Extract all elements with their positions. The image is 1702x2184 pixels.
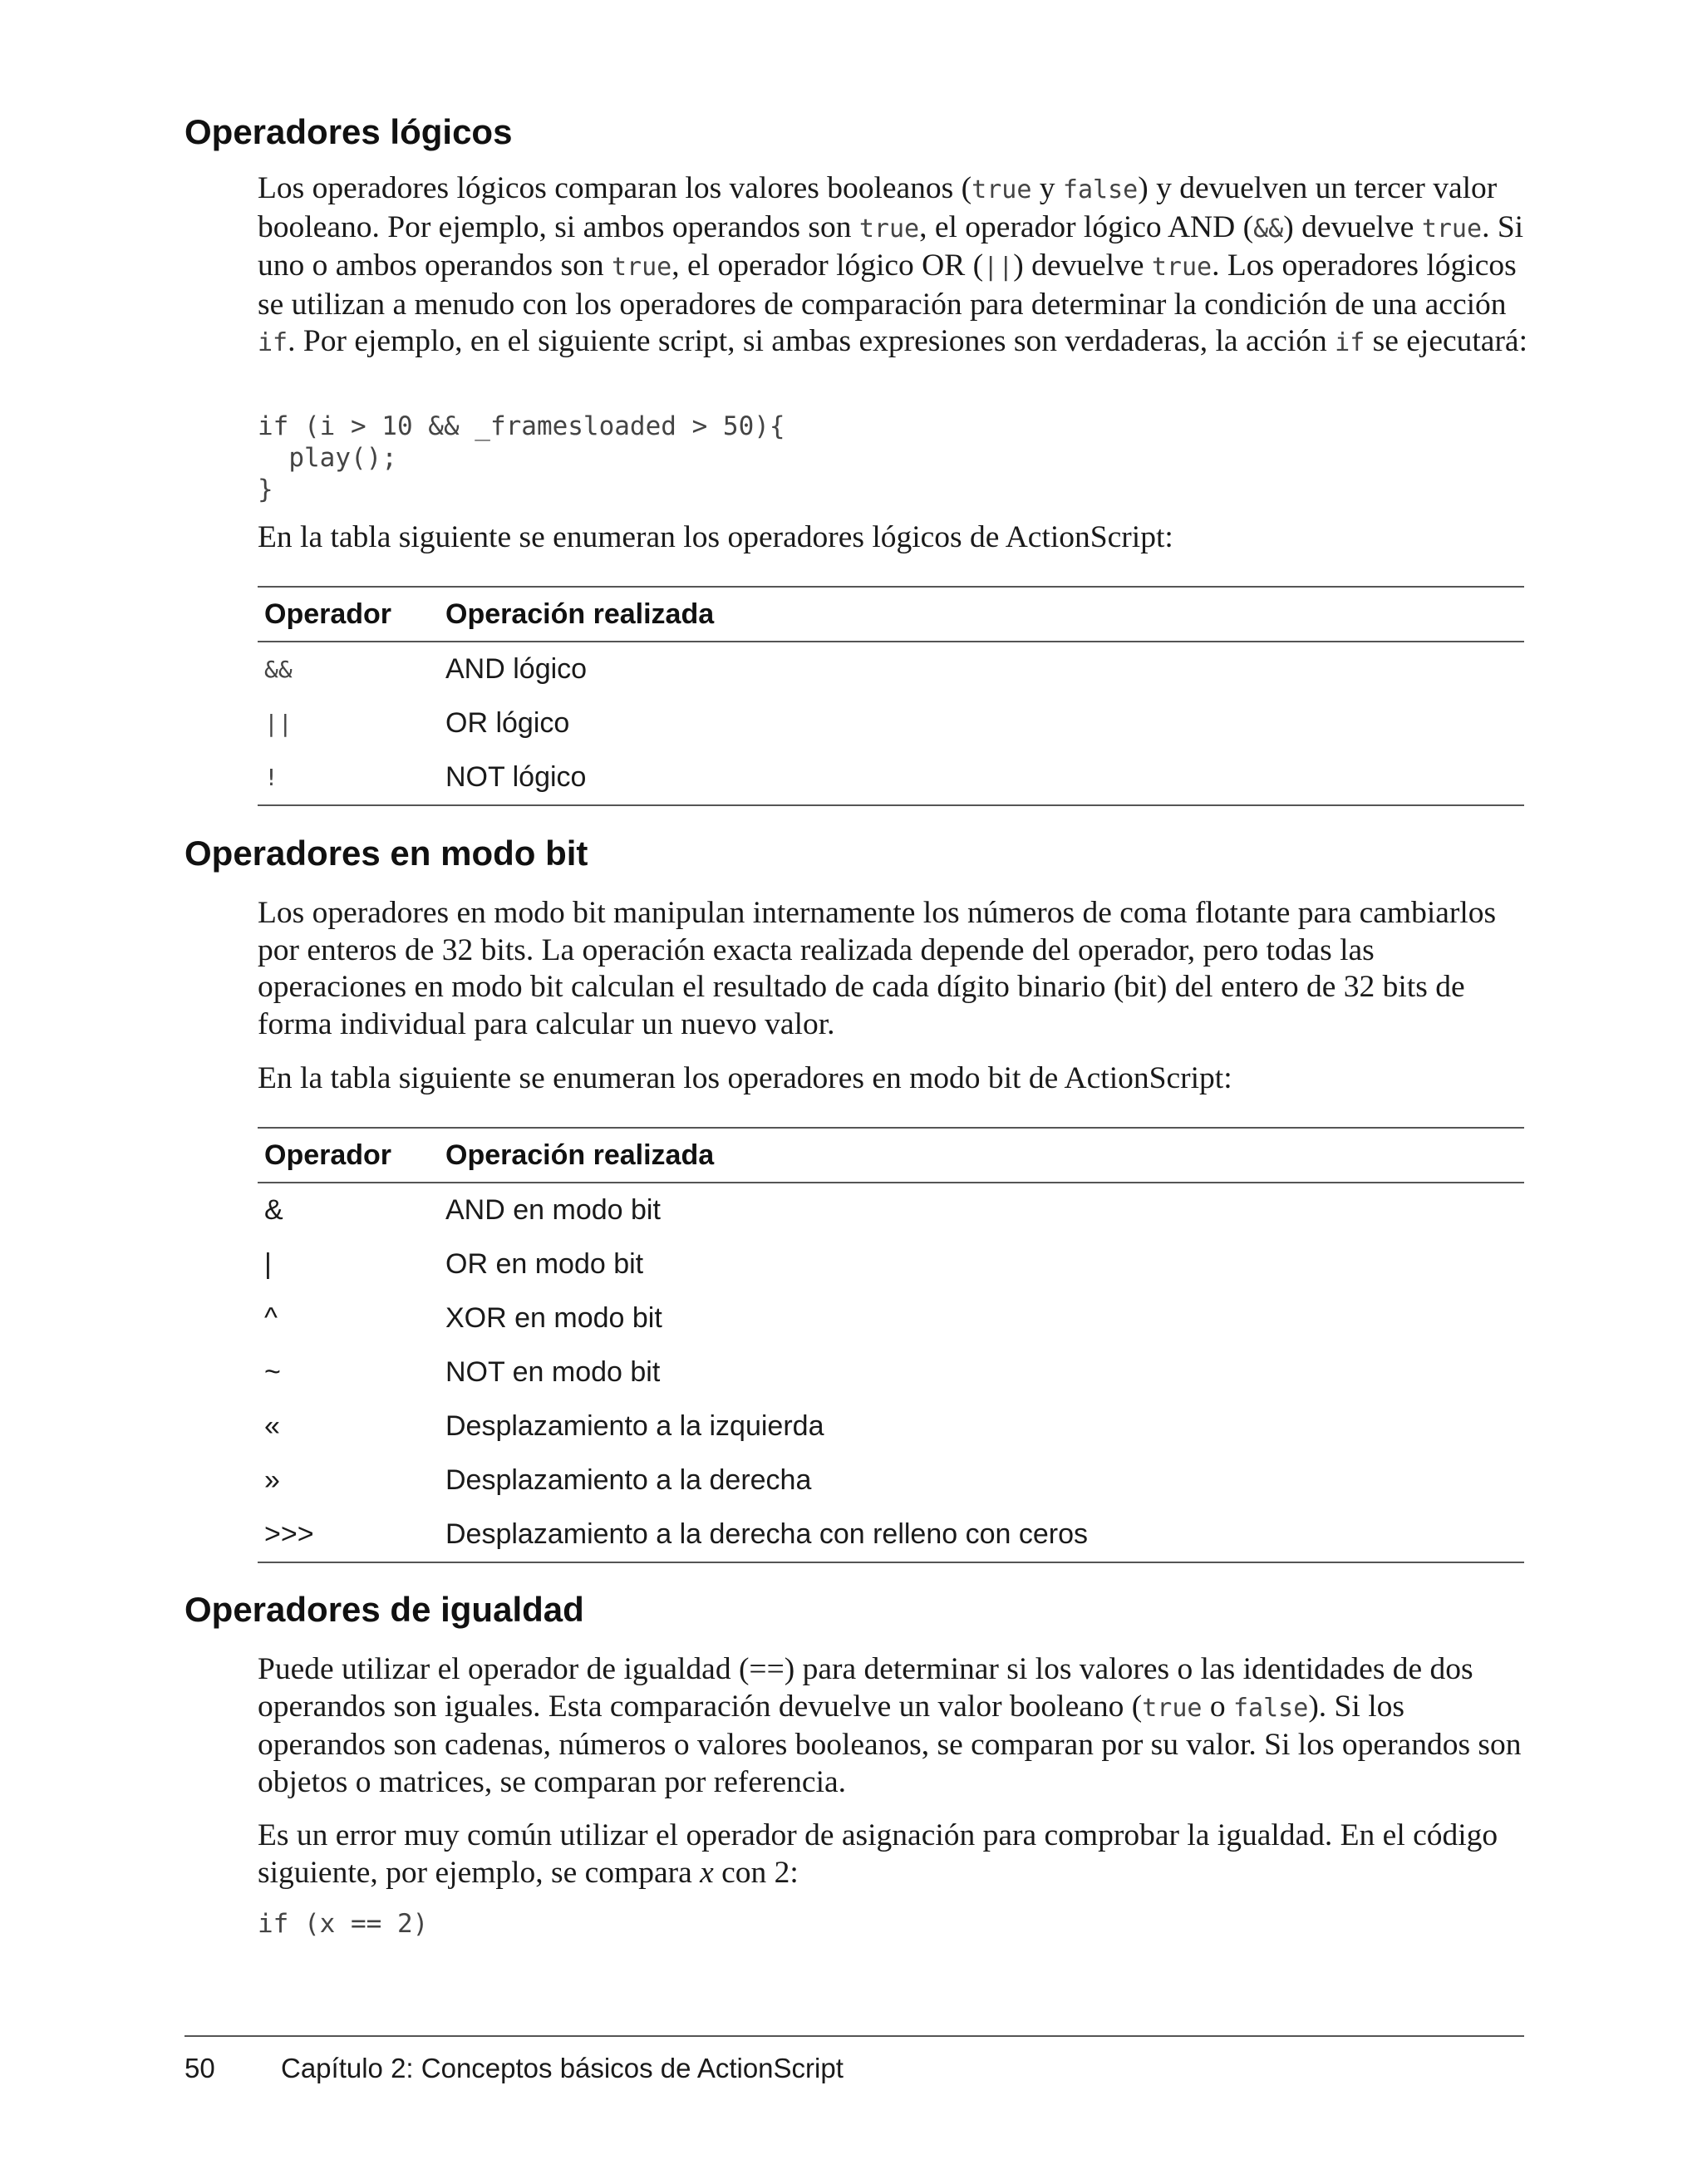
variable-x: x: [700, 1855, 714, 1890]
operator-cell: !: [258, 750, 439, 805]
logicos-code-sample: if (i > 10 && _framesloaded > 50){ play(); }: [258, 411, 785, 504]
operator-cell: ||: [264, 710, 293, 737]
text-run: se ejecutará:: [1365, 324, 1527, 358]
code-true: true: [1421, 214, 1483, 243]
page-number: 50: [184, 2053, 215, 2083]
operation-cell: AND en modo bit: [445, 1194, 661, 1226]
operator-cell: »: [264, 1464, 280, 1496]
text-run: . Si uno o ambos operandos son: [258, 209, 1524, 283]
text-run: Es un error muy común utilizar el operador de asignación para comprobar la igualdad. En el código siguiente, por ejemplo, se compara: [258, 1818, 1498, 1890]
igualdad-intro-paragraph: [258, 1651, 1529, 1801]
operation-cell: XOR en modo bit: [445, 1302, 662, 1334]
table-row: [258, 750, 1524, 805]
table-header-row: [258, 587, 1524, 642]
operation-cell: OR en modo bit: [445, 1248, 644, 1280]
operation-cell: Desplazamiento a la derecha: [445, 1464, 812, 1496]
table-row: [258, 1237, 1524, 1291]
section-title-logicos: Operadores lógicos: [184, 112, 513, 151]
logicos-operators-table: [258, 586, 1524, 806]
section-title-igualdad: Operadores de igualdad: [184, 1590, 584, 1629]
text-run: con 2:: [713, 1855, 799, 1890]
operation-cell: Desplazamiento a la izquierda: [445, 1410, 824, 1442]
code-true: true: [1151, 253, 1213, 282]
operator-cell: |: [264, 1248, 272, 1280]
table-row: [258, 1345, 1524, 1399]
text-run: . Por ejemplo, en el siguiente script, si ambas expresiones son verdaderas, la acción: [288, 324, 1336, 358]
text-run: Puede utilizar el operador de igualdad (==) para determinar si los valores o las identidades de dos operandos son iguales. Esta comparación devuelve un valor booleano (: [258, 1652, 1473, 1724]
igualdad-error-paragraph: [258, 1818, 1529, 1891]
text-run: , el operador lógico OR (: [671, 248, 984, 283]
operation-cell: Desplazamiento a la derecha con relleno con ceros: [439, 1508, 1524, 1562]
code-and: &&: [1253, 214, 1284, 243]
text-run: ). Si los operandos son cadenas, números o valores booleanos, se comparan por su valor. Si los operandos son objetos o matrices, se comparan por referencia.: [258, 1689, 1522, 1799]
operation-cell: NOT lógico: [439, 750, 1524, 805]
code-true: true: [972, 175, 1032, 204]
footer-divider: [184, 2035, 1524, 2037]
text-run: Los operadores lógicos comparan los valores booleanos (: [258, 171, 972, 205]
column-header-operacion: Operación realizada: [439, 587, 1524, 642]
code-if: if: [258, 328, 288, 357]
code-true: true: [1142, 1693, 1203, 1723]
operator-cell: ^: [264, 1302, 278, 1334]
table-header-row: [258, 1128, 1524, 1183]
code-false: false: [1062, 175, 1139, 204]
column-header-operador: Operador: [258, 1128, 439, 1183]
operator-cell: &&: [264, 656, 293, 683]
chapter-title: Capítulo 2: Conceptos básicos de ActionScript: [281, 2053, 844, 2083]
operator-cell: «: [264, 1410, 280, 1442]
code-true: true: [612, 253, 672, 282]
igualdad-code-sample: if (x == 2): [258, 1909, 429, 1939]
text-run: y: [1031, 171, 1063, 205]
operation-cell: OR lógico: [445, 707, 570, 739]
text-run: ) y devuelven un tercer valor booleano. Por ejemplo, si ambos operandos son: [258, 171, 1498, 244]
operator-cell: ~: [264, 1356, 281, 1388]
table-row: [258, 1508, 1524, 1562]
text-run: ) devuelve: [1013, 248, 1152, 283]
logicos-intro-paragraph: [258, 170, 1529, 362]
column-header-operacion: Operación realizada: [439, 1128, 1524, 1183]
text-run: ) devuelve: [1283, 209, 1422, 244]
bit-intro-paragraph: Los operadores en modo bit manipulan internamente los números de coma flotante para cambiarlos por enteros de 32 bits. La operación exacta realizada depende del operador, pero todas las operaciones en modo bit calculan el resultado de cada dígito binario (bit) del entero de 32 bits de forma individual para calcular un nuevo valor.: [258, 896, 1497, 1041]
code-false: false: [1233, 1693, 1309, 1723]
operator-cell: >>>: [258, 1508, 439, 1562]
table-row: [258, 1454, 1524, 1508]
table-row: [258, 1183, 1524, 1237]
column-header-operador: Operador: [258, 587, 439, 642]
table-row: [258, 642, 1524, 696]
operation-cell: NOT en modo bit: [445, 1356, 661, 1388]
code-or: ||: [983, 253, 1014, 282]
logicos-table-intro: En la tabla siguiente se enumeran los operadores lógicos de ActionScript:: [258, 520, 1173, 554]
text-run: , el operador lógico AND (: [919, 209, 1254, 244]
table-row: [258, 1399, 1524, 1454]
text-run: o: [1202, 1689, 1233, 1724]
operator-cell: &: [264, 1194, 283, 1226]
operation-cell: AND lógico: [445, 653, 588, 685]
code-true: true: [858, 214, 920, 243]
table-row: [258, 696, 1524, 750]
text-run: . Los operadores lógicos se utilizan a menudo con los operadores de comparación para determinar la condición de una acción: [258, 248, 1517, 322]
section-title-bit: Operadores en modo bit: [184, 834, 588, 873]
table-row: [258, 1291, 1524, 1345]
code-if: if: [1335, 328, 1365, 357]
bit-operators-table: [258, 1127, 1524, 1563]
bit-table-intro: En la tabla siguiente se enumeran los operadores en modo bit de ActionScript:: [258, 1061, 1232, 1095]
